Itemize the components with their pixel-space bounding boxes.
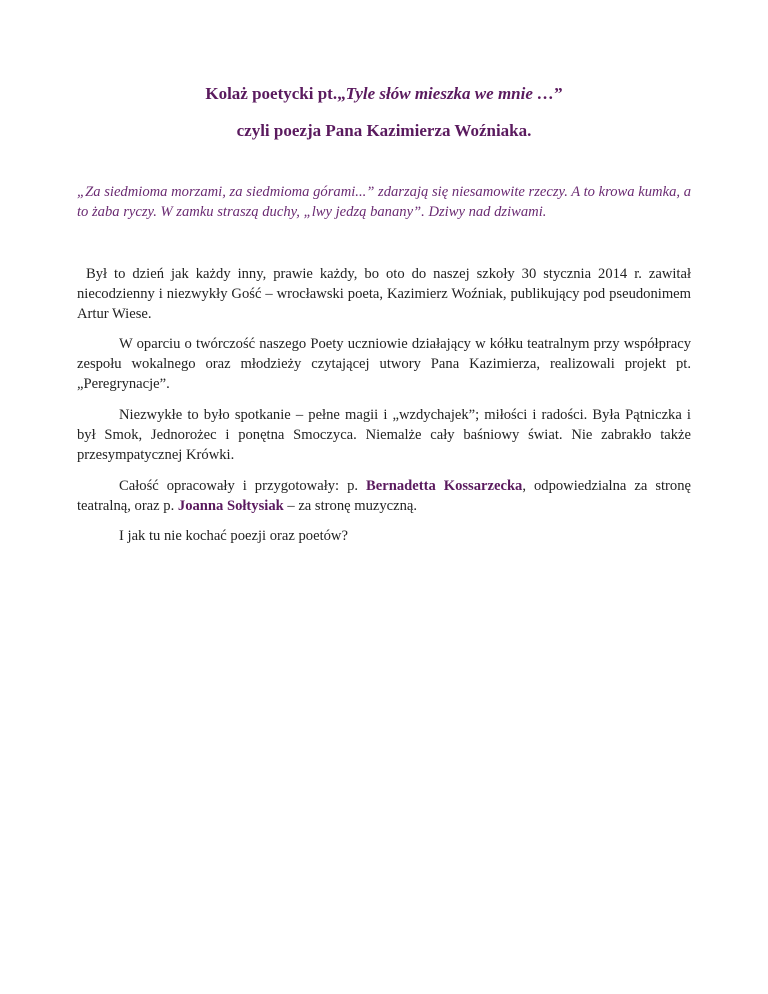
paragraph-5: I jak tu nie kochać poezji oraz poetów? [119, 528, 348, 544]
p4-text-2: , odpowiedzialna za stronę teatralną, oraz p. [77, 478, 691, 514]
document-title [0, 84, 768, 104]
p4-text-3: – za stronę muzyczną. [283, 498, 418, 514]
document-subtitle: czyli poezja Pana Kazimierza Woźniaka. [236, 121, 532, 140]
title-suffix: ” [554, 84, 563, 103]
p4-name-joanna: Joanna Sołtysiak [177, 498, 284, 514]
title-italic: Tyle słów mieszka we mnie … [345, 84, 555, 103]
paragraph-3: Niezwykłe to było spotkanie – pełne magii i „wzdychajek”; miłości i radości. Była Pątniczka i był Smok, Jednorożec i ponętna Smoczyca. Niemalże cały baśniowy świat. Nie zabrakło także przesympatycznej Krówki. [77, 407, 691, 463]
p4-name-bernadetta: Bernadetta Kossarzecka [366, 478, 523, 494]
paragraph-4 [77, 476, 691, 516]
intro-paragraph: „Za siedmioma morzami, za siedmioma górami...” zdarzają się niesamowite rzeczy. A to krowa kumka, a to żaba ryczy. W zamku straszą duchy, „lwy jedzą banany”. Dziwy nad dziwami. [77, 184, 691, 220]
paragraph-1: Był to dzień jak każdy inny, prawie każdy, bo oto do naszej szkoły 30 stycznia 2014 r. zawitał niecodzienny i niezwykły Gość – wrocławski poeta, Kazimierz Woźniak, publikujący pod pseudonimem Artur Wiese. [77, 266, 691, 322]
p4-text-1: Całość opracowały i przygotowały: p. [119, 478, 367, 494]
paragraph-2: W oparciu o twórczość naszego Poety uczniowie działający w kółku teatralnym przy współpracy zespołu wokalnego oraz młodzieży czytającej utwory Pana Kazimierza, realizowali projekt pt. „Peregrynacje”. [77, 336, 691, 392]
title-prefix: Kolaż poetycki pt.„ [205, 84, 346, 103]
